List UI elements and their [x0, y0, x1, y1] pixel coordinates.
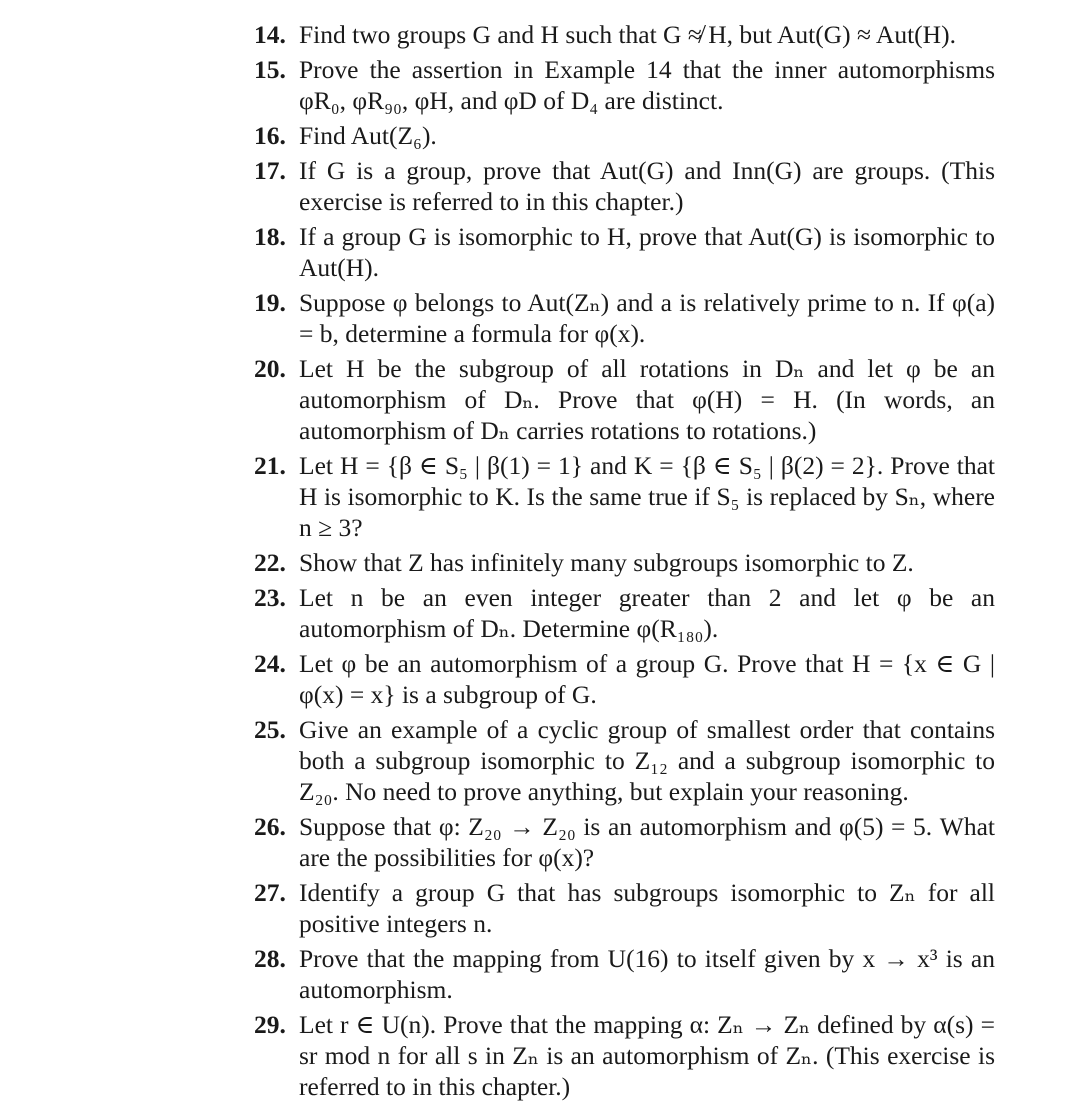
exercise-19: [254, 287, 995, 349]
exercise-17: [254, 155, 995, 217]
exercise-number: 19.: [254, 288, 286, 317]
exercise-number: 28.: [254, 944, 286, 973]
exercise-number: 29.: [254, 1010, 286, 1039]
exercise-number: 27.: [254, 878, 286, 907]
exercise-number: 26.: [254, 812, 286, 841]
exercise-number: 15.: [254, 55, 286, 84]
exercise-text: Show that Z has infinitely many subgroups isomorphic to Z.: [299, 548, 914, 577]
exercise-text: If a group G is isomorphic to H, prove that Aut(G) is isomorphic to Aut(H).: [299, 222, 995, 282]
exercise-number: 14.: [254, 20, 286, 49]
exercise-22: [254, 547, 995, 578]
exercise-text: Let φ be an automorphism of a group G. Prove that H = {x ∈ G | φ(x) = x} is a subgroup of G.: [299, 649, 995, 709]
exercise-number: 23.: [254, 583, 286, 612]
exercise-number: 21.: [254, 451, 286, 480]
exercise-number: 17.: [254, 156, 286, 185]
exercise-15: [254, 54, 995, 116]
exercise-text: Let H be the subgroup of all rotations in Dₙ and let φ be an automorphism of Dₙ. Prove that φ(H) = H. (In words, an automorphism of Dₙ carries rotations to rotations.): [299, 354, 995, 445]
exercise-27: [254, 877, 995, 939]
exercise-20: [254, 353, 995, 446]
exercise-29: [254, 1009, 995, 1102]
exercise-18: [254, 221, 995, 283]
exercise-list: [254, 19, 995, 1106]
exercise-text: Prove that the mapping from U(16) to itself given by x → x³ is an automorphism.: [299, 944, 995, 1004]
exercise-21: [254, 450, 995, 543]
exercise-text: Suppose that φ: Z₂₀ → Z₂₀ is an automorphism and φ(5) = 5. What are the possibilities for φ(x)?: [299, 812, 995, 872]
exercise-16: [254, 120, 995, 151]
exercise-text: Let n be an even integer greater than 2 and let φ be an automorphism of Dₙ. Determine φ(R₁₈₀).: [299, 583, 995, 643]
exercise-text: Find two groups G and H such that G ≉ H, but Aut(G) ≈ Aut(H).: [299, 20, 956, 49]
exercise-number: 20.: [254, 354, 286, 383]
exercise-23: [254, 582, 995, 644]
exercise-26: [254, 811, 995, 873]
exercise-text: Give an example of a cyclic group of smallest order that contains both a subgroup isomorphic to Z₁₂ and a subgroup isomorphic to Z₂₀. No need to prove anything, but explain your reasoning.: [299, 715, 995, 806]
exercise-text: Let H = {β ∈ S₅ | β(1) = 1} and K = {β ∈ S₅ | β(2) = 2}. Prove that H is isomorphic to K. Is the same true if S₅ is replaced by Sₙ, where n ≥ 3?: [299, 451, 995, 542]
exercise-25: [254, 714, 995, 807]
exercise-14: [254, 19, 995, 50]
exercise-number: 22.: [254, 548, 286, 577]
exercise-text: Find Aut(Z₆).: [299, 121, 437, 150]
exercise-number: 18.: [254, 222, 286, 251]
exercise-text: If G is a group, prove that Aut(G) and Inn(G) are groups. (This exercise is referred to in this chapter.): [299, 156, 995, 216]
exercise-text: Prove the assertion in Example 14 that the inner automorphisms φR₀, φR₉₀, φH, and φD of D₄ are distinct.: [299, 55, 995, 115]
exercise-number: 25.: [254, 715, 286, 744]
exercise-28: [254, 943, 995, 1005]
exercise-text: Suppose φ belongs to Aut(Zₙ) and a is relatively prime to n. If φ(a) = b, determine a formula for φ(x).: [299, 288, 995, 348]
exercise-text: Let r ∈ U(n). Prove that the mapping α: Zₙ → Zₙ defined by α(s) = sr mod n for all s in Zₙ is an automorphism of Zₙ. (This exercise is referred to in this chapter.): [299, 1010, 995, 1101]
exercise-24: [254, 648, 995, 710]
exercise-number: 24.: [254, 649, 286, 678]
exercise-text: Identify a group G that has subgroups isomorphic to Zₙ for all positive integers n.: [299, 878, 995, 938]
exercise-number: 16.: [254, 121, 286, 150]
